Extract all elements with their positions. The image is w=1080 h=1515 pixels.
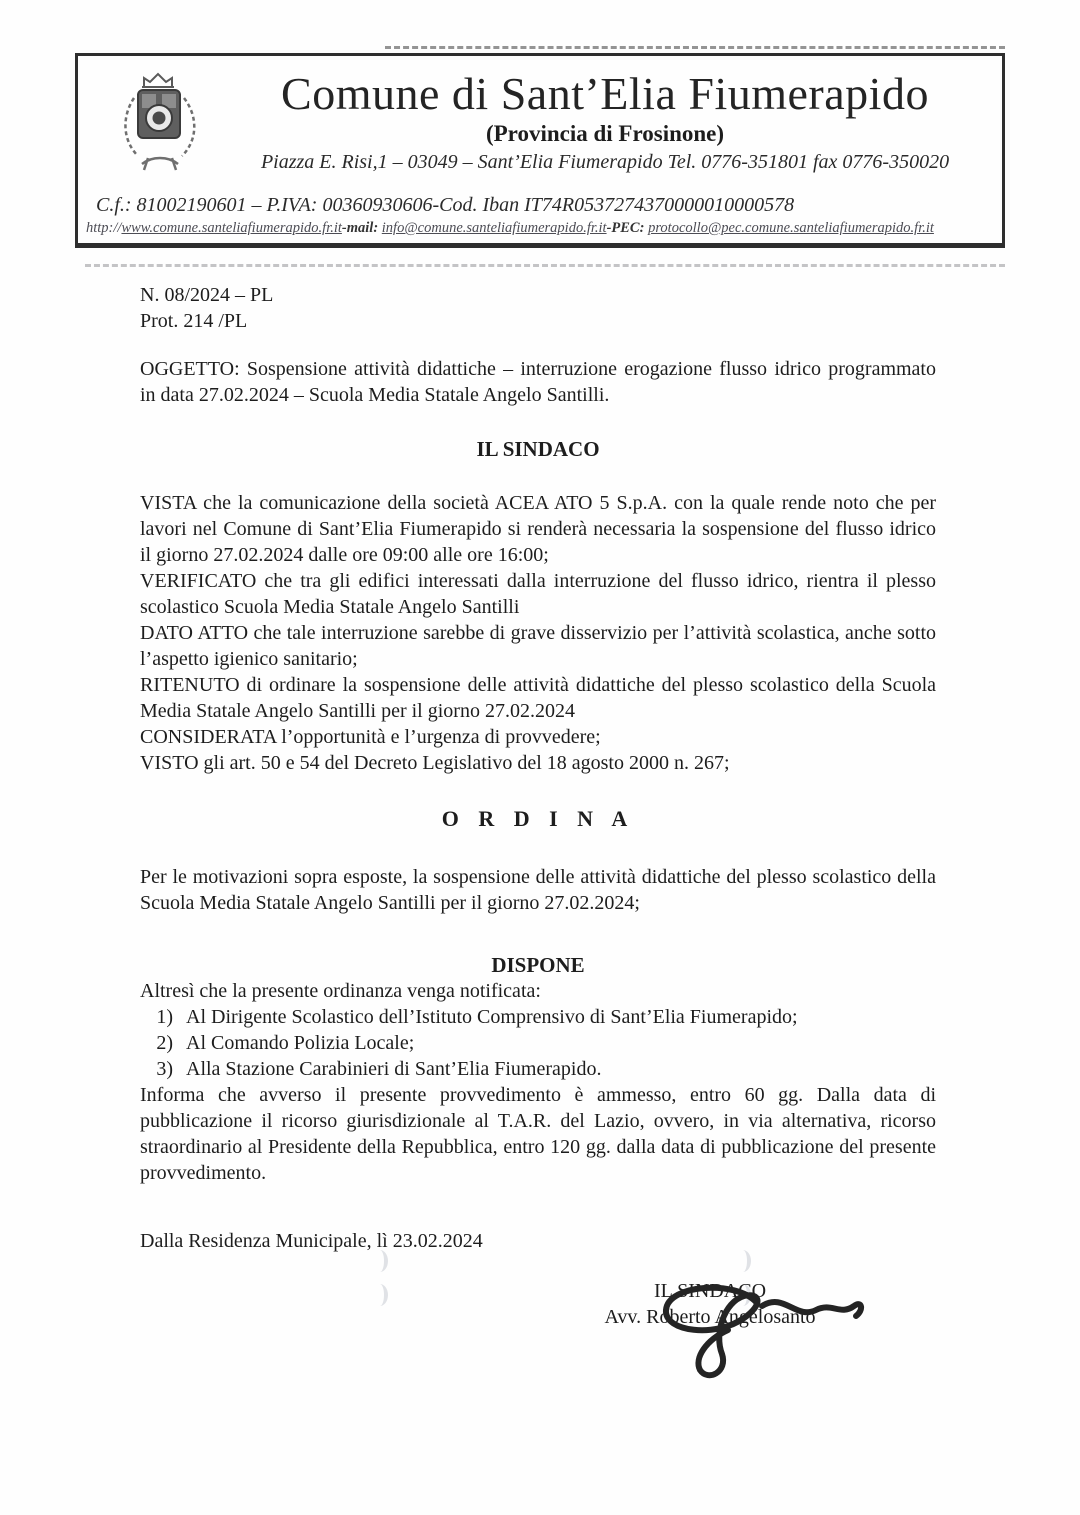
scan-artifact-line-top: [385, 46, 1005, 49]
letterhead: [75, 53, 1005, 248]
fiscal-line: C.f.: 81002190601 – P.IVA: 00360930606-Cod. Iban IT74R0537274370000010000578: [96, 194, 795, 217]
address-line: Piazza E. Risi,1 – 03049 – Sant’Elia Fiumerapido Tel. 0776-351801 fax 0776-350020: [260, 151, 950, 174]
place-and-date: Dalla Residenza Municipale, lì 23.02.2024: [140, 1230, 483, 1252]
municipality-title: Comune di Sant’Elia Fiumerapido: [281, 68, 929, 119]
list-item-number: 2): [156, 1032, 173, 1054]
signature-name: Avv. Roberto Angelosanto: [604, 1306, 816, 1328]
premise-verificato: VERIFICATO che tra gli edifici interessati dalla interruzione del flusso idrico, rientra il plesso scolastico Scuola Media Statale Angelo Santilli: [140, 570, 936, 618]
email-link[interactable]: info@comune.santeliafiumerapido.fr.it: [381, 220, 607, 236]
website-link[interactable]: www.comune.santeliafiumerapido.fr.it: [121, 220, 342, 236]
subject-paragraph: OGGETTO: Sospensione attività didattiche – interruzione erogazione flusso idrico programmato in data 27.02.2024 – Scuola Media Statale Angelo Santilli.: [140, 358, 936, 406]
list-item-text: Al Comando Polizia Locale;: [186, 1032, 415, 1054]
municipal-coat-of-arms-icon: [108, 64, 212, 196]
protocol-number: Prot. 214 /PL: [140, 310, 248, 332]
signature-block: [540, 1278, 880, 1330]
document-body: [140, 282, 936, 1330]
heading-il-sindaco: IL SINDACO: [476, 437, 600, 461]
scan-ghost-mark: [372, 1250, 388, 1314]
list-item: [140, 1056, 936, 1082]
list-item-text: Al Dirigente Scolastico dell’Istituto Comprensivo di Sant’Elia Fiumerapido;: [186, 1006, 798, 1028]
premise-ritenuto: RITENUTO di ordinare la sospensione delle attività didattiche del plesso scolastico della Scuola Media Statale Angelo Santilli per il giorno 27.02.2024: [140, 674, 936, 722]
informa-paragraph: Informa che avverso il presente provvedimento è ammesso, entro 60 gg. Dalla data di pubblicazione il ricorso giurisdizionale al T.A.R. del Lazio, ovvero, in via alternativa, ricorso straordinario al Presidente della Repubblica, entro 120 gg. dalla data di pubblicazione del presente provvedimento.: [140, 1084, 936, 1184]
web-contacts-line: [86, 220, 1011, 237]
pec-label: -PEC:: [606, 220, 645, 236]
notification-list: [140, 1004, 936, 1082]
list-item: [140, 1030, 936, 1056]
premise-dato-atto: DATO ATTO che tale interruzione sarebbe di grave disservizio per l’attività scolastica, anche sotto l’aspetto igienico sanitario;: [140, 622, 936, 670]
ordinance-number: N. 08/2024 – PL: [140, 284, 274, 306]
list-item: [140, 1004, 936, 1030]
heading-ordina: O R D I N A: [441, 806, 635, 831]
url-prefix: http://: [86, 220, 122, 236]
ordina-paragraph: Per le motivazioni sopra esposte, la sospensione delle attività didattiche del plesso scolastico della Scuola Media Statale Angelo Santilli per il giorno 27.02.2024;: [140, 866, 936, 914]
premise-visto: VISTO gli art. 50 e 54 del Decreto Legislativo del 18 agosto 2000 n. 267;: [140, 752, 730, 774]
signature-role: IL SINDACO: [653, 1280, 767, 1302]
scan-ghost-mark: [735, 1250, 751, 1314]
list-item-text: Alla Stazione Carabinieri di Sant’Elia Fiumerapido.: [186, 1058, 602, 1080]
scan-artifact-line-bottom: [85, 264, 1005, 267]
mail-label: -mail:: [341, 220, 379, 236]
pec-link[interactable]: protocollo@pec.comune.santeliafiumerapido.fr.it: [648, 220, 934, 236]
premise-vista: VISTA che la comunicazione della società ACEA ATO 5 S.p.A. con la quale rende noto che per lavori nel Comune di Sant’Elia Fiumerapido si renderà necessaria la sospensione del flusso idrico il giorno 27.02.2024 dalle ore 09:00 alle ore 16:00;: [140, 492, 936, 566]
premise-considerata: CONSIDERATA l’opportunità e l’urgenza di provvedere;: [140, 726, 601, 748]
province-subtitle: (Provincia di Frosinone): [485, 121, 725, 147]
heading-dispone: DISPONE: [491, 953, 585, 977]
premises-section: [140, 490, 936, 776]
list-item-number: 3): [156, 1058, 173, 1080]
dispone-intro: Altresì che la presente ordinanza venga notificata:: [140, 980, 541, 1002]
list-item-number: 1): [156, 1006, 173, 1028]
